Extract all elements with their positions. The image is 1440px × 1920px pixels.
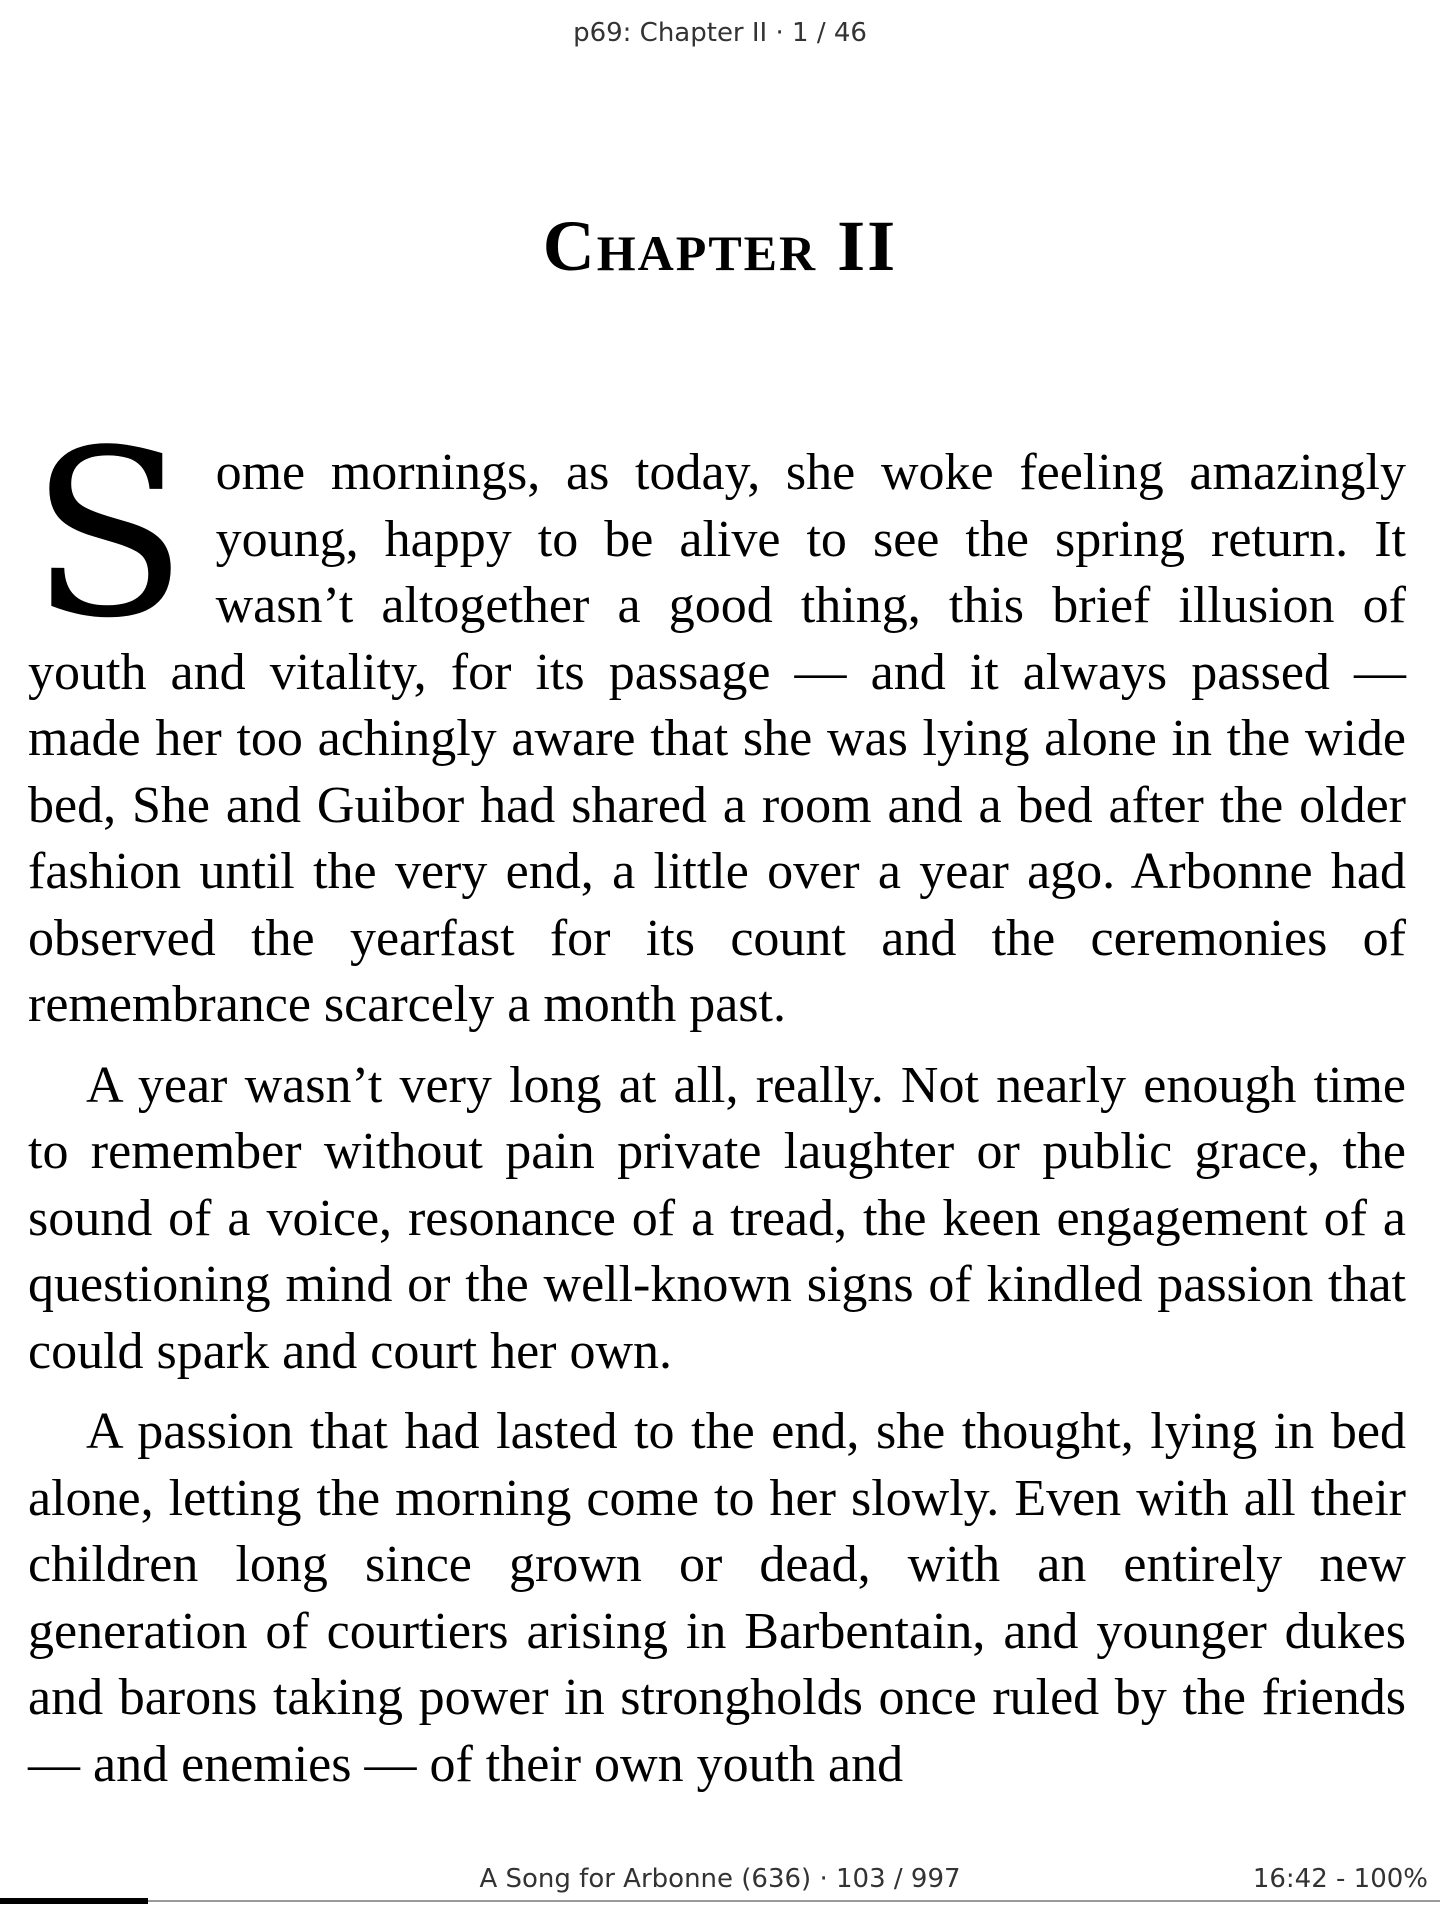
book-progress-info: A Song for Arbonne (636) · 103 / 997 xyxy=(479,1864,961,1894)
paragraph-1 xyxy=(28,402,1406,1039)
clock-battery-status: 16:42 - 100% xyxy=(1252,1864,1428,1894)
chapter-title: Chapter II xyxy=(542,206,898,286)
reading-progress-bar[interactable] xyxy=(0,1900,1440,1902)
reading-progress-fill xyxy=(0,1898,148,1904)
paragraph-2: A year wasn’t very long at all, really. Not nearly enough time to remember without pain private laughter or public grace, the sound of a voice, resonance of a tread, the keen engagement of a questioning mind or the well-known signs of kindled passion that could spark and court her own. xyxy=(28,1056,1406,1380)
drop-cap: S xyxy=(30,402,188,669)
paragraph-1-text: ome mornings, as today, she woke feeling amazingly young, happy to be alive to see the spring return. It wasn’t altogether a good thing, this brief illusion of youth and vitality, for its passage — and it always passed — made her too achingly aware that she was lying alone in the wide bed, She and Guibor had shared a room and a bed after the older fashion until the very end, a little over a year ago. Arbonne had observed the yearfast for its count and the ceremonies of remembrance scarcely a month past. xyxy=(28,444,1406,1033)
page-header xyxy=(0,18,1440,48)
reading-text[interactable] xyxy=(28,402,1406,1812)
page-footer xyxy=(0,1864,1440,1904)
chapter-page-indicator: p69: Chapter II · 1 / 46 xyxy=(573,18,867,48)
paragraph-3: A passion that had lasted to the end, she thought, lying in bed alone, letting the morning come to her slowly. Even with all their children long since grown or dead, with an entirely new generation of courtiers arising in Barbentain, and younger dukes and barons taking power in strongholds once ruled by the friends — and enemies — of their own youth and xyxy=(28,1403,1406,1793)
